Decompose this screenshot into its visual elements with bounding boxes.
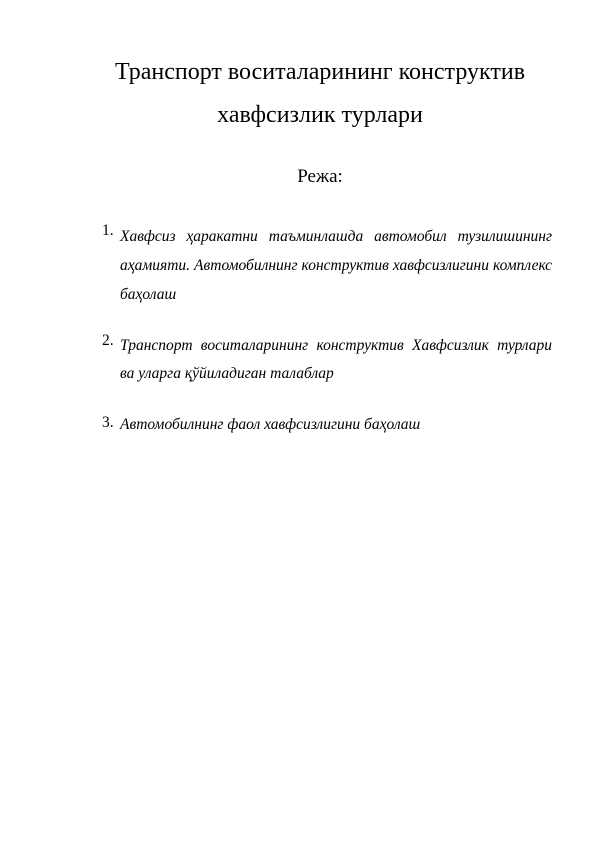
plan-item-text: Транспорт воситаларининг конструктив Хавфсизлик турлари ва уларга қўйиладиган талаблар	[120, 337, 552, 382]
plan-item-text: Автомобилнинг фаол хавфсизлигини баҳолаш	[120, 416, 421, 433]
plan-item-number: 2.	[102, 332, 114, 349]
plan-item-3	[102, 414, 552, 436]
plan-item-2	[102, 332, 552, 388]
plan-heading: Режа:	[297, 166, 343, 187]
plan-item-number: 3.	[102, 414, 114, 431]
page-title-line-1: Транспорт воситаларининг конструктив	[114, 59, 526, 85]
plan-item-number: 1.	[102, 222, 114, 239]
plan-item-1	[102, 222, 552, 309]
plan-item-text: Хавфсиз ҳаракатни таъминлашда автомобил тузилишининг аҳамияти. Автомобилнинг конструктив хавфсизлигини комплекс баҳолаш	[120, 228, 552, 303]
page-title-line-2: хавфсизлик турлари	[217, 102, 423, 128]
